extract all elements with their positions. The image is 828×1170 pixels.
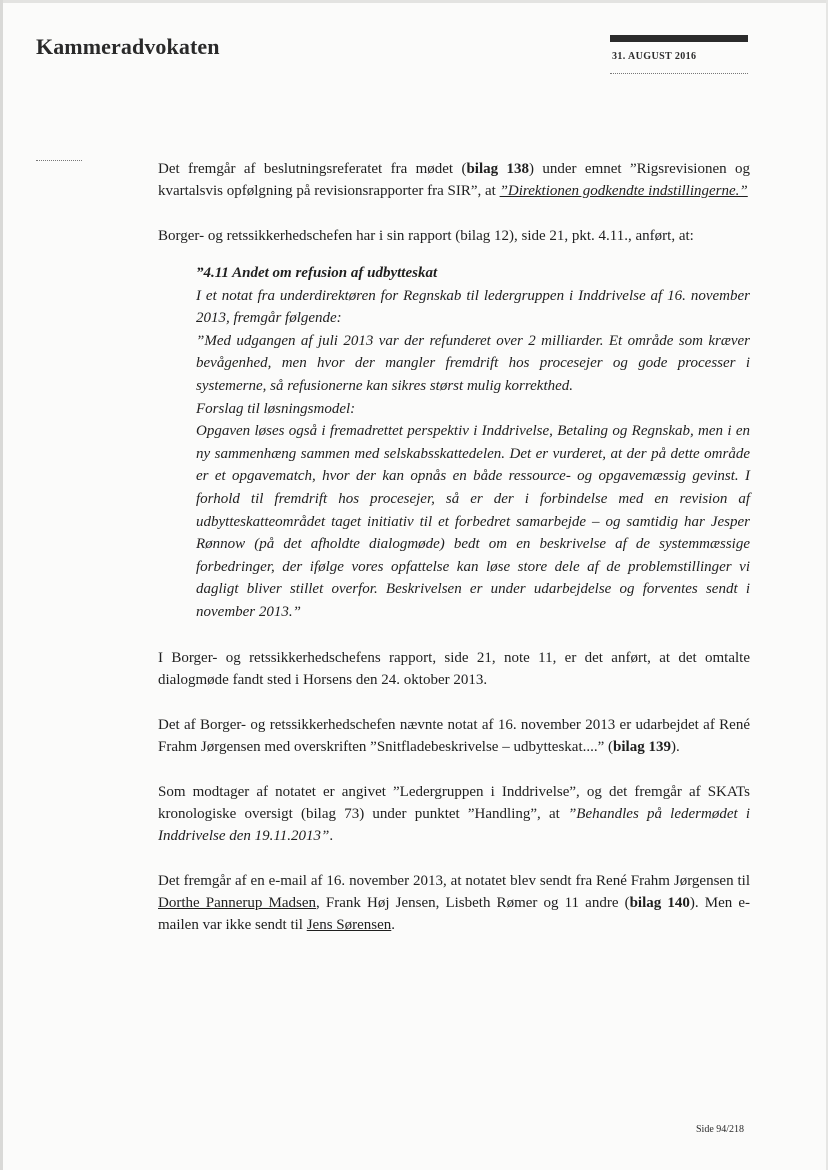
paragraph-bilag-140: Det fremgår af en e-mail af 16. november 2013, at notatet blev sendt fra René Frahm Jørgensen til Dorthe Pannerup Madsen, Frank Høj Jensen, Lisbeth Rømer og 11 andre (bilag 140). Men e-mailen var ikke sendt til Jens Sørensen.	[158, 872, 750, 933]
quote-intro: I et notat fra underdirektøren for Regnskab til ledergruppen i Inddrivelse af 16. november 2013, fremgår følgende:	[196, 287, 750, 327]
paragraph-report-intro: Borger- og retssikkerhedschefen har i sin rapport (bilag 12), side 21, pkt. 4.11., anført, at:	[158, 228, 694, 244]
recipient-dorthe: Dorthe Pannerup Madsen	[158, 894, 317, 911]
scan-edge-top	[0, 0, 828, 3]
document-body	[158, 158, 750, 936]
quote-paragraph-1: ”Med udgangen af juli 2013 var der refunderet over 2 milliarder. Et område som kræver bevågenhed, men hvor der mangler fremdrift hos procesejer og gode processer i systemerne, så refusionerne kan sikres størst mulig korrekthed.	[196, 332, 750, 394]
bilag-138-ref: bilag 138	[466, 161, 530, 177]
brand-logo-text: Kammeradvokaten	[36, 34, 220, 59]
recipient-jens: Jens Sørensen	[306, 916, 392, 933]
quoted-handling: ”Behandles på ledermødet i Inddrivelse den 19.11.2013”	[158, 805, 750, 844]
quoted-decision: ”Direktionen godkendte indstillingerne.”	[499, 183, 748, 199]
scan-edge-left	[0, 0, 3, 1170]
bilag-140-ref: bilag 140	[629, 894, 690, 911]
document-date: 31. AUGUST 2016	[612, 51, 697, 62]
paragraph-ledergruppen: Som modtager af notatet er angivet ”Ledergruppen i Inddrivelse”, og det fremgår af SKATs kronologiske oversigt (bilag 73) under punktet ”Handling”, at ”Behandles på ledermødet i Inddrivelse den 19.11.2013”.	[158, 783, 750, 844]
paragraph-bilag-138: Det fremgår af beslutningsreferatet fra mødet (bilag 138) under emnet ”Rigsrevisionen og kvartalsvis opfølgning på revisionsrapporter fra SIR”, at ”Direktionen godkendte indstillingerne.”	[158, 161, 750, 199]
paragraph-dialogmoede: I Borger- og retssikkerhedschefens rapport, side 21, note 11, er det anført, at det omtalte dialogmøde fandt sted i Horsens den 24. oktober 2013.	[158, 649, 750, 688]
quote-forslag-label: Forslag til løsningsmodel:	[196, 400, 356, 417]
block-quote	[196, 262, 750, 624]
page-number: Side 94/218	[696, 1124, 745, 1135]
header-rule	[610, 35, 748, 42]
paragraph-bilag-139: Det af Borger- og retssikkerhedschefen nævnte notat af 16. november 2013 er udarbejdet af René Frahm Jørgensen med overskriften ”Snitfladebeskrivelse – udbytteskat....” (bilag 139).	[158, 716, 750, 755]
quote-paragraph-2: Opgaven løses også i fremadrettet perspektiv i Inddrivelse, Betaling og Regnskab, men i en ny sammenhæng sammen med selskabsskattedelen. Det er vurderet, at der på dette område er et opgavematch, hvor der kan opnås en både ressource- og opgavemæssig gevinst. I forhold til fremdrift hos procesejer, så er der i forbindelse med en revision af udbytteskatteområdet taget initiativ til et forbedret samarbejde – og samtidig har Jesper Rønnow (på det afholdte dialogmøde) bedt om en beskrivelse af de systemmæssige forbedringer, der ifølge vores opfattelse kan løse store dele af de problemstillinger vi dagligt bliver stillet overfor. Beskrivelsen er under udarbejdelse og forventes sendt i november 2013.”	[196, 423, 750, 620]
quote-heading: ”4.11 Andet om refusion af udbytteskat	[196, 265, 438, 281]
header-dotted-rule	[610, 73, 748, 74]
bilag-139-ref: bilag 139	[613, 738, 671, 755]
margin-dotted-rule	[36, 160, 82, 161]
